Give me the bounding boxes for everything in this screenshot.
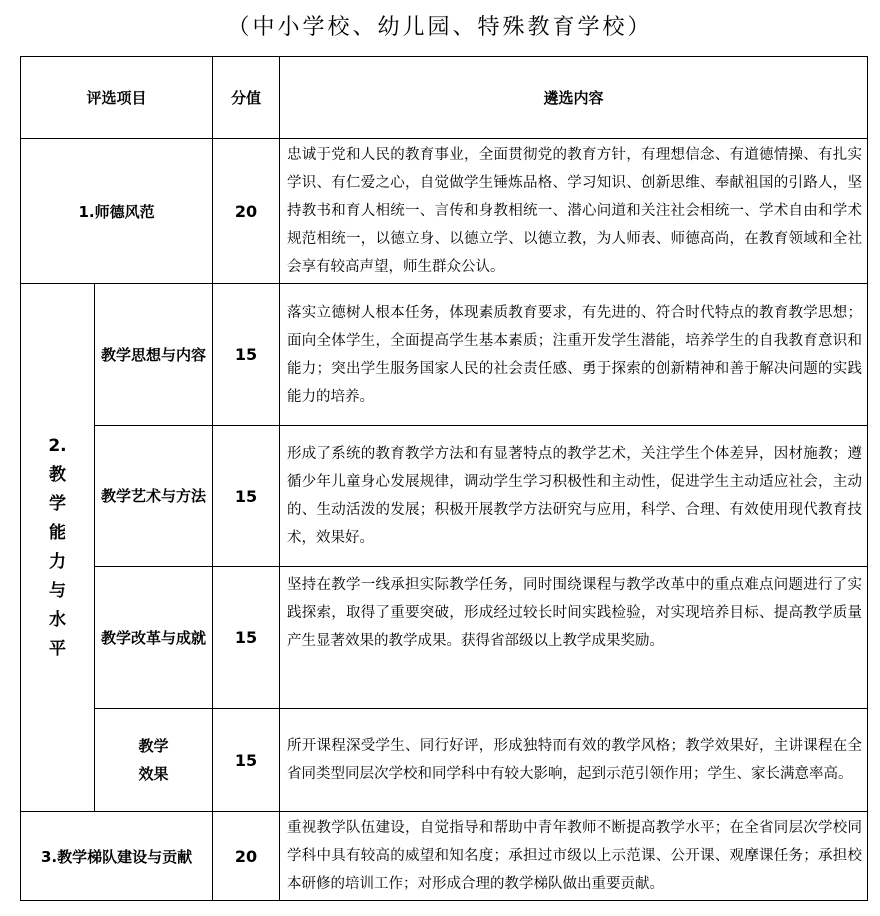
table-row [21,426,868,567]
subitem-cell: 教学改革与成就 [95,567,213,709]
subitem-line: 教学 [138,737,169,755]
table-row [21,812,868,901]
content-cell: 落实立德树人根本任务，体现素质教育要求，有先进的、符合时代特点的教育教学思想；面向全体学生，全面提高学生基本素质；注重开发学生潜能，培养学生的自我教育意识和能力；突出学生服务国家人民的社会责任感、勇于探索的创新精神和善于解决问题的实践能力的培养。 [280,284,868,426]
category-cell-vertical [21,284,95,812]
category-cell: 3.教学梯队建设与贡献 [21,812,213,901]
content-cell: 重视教学队伍建设，自觉指导和帮助中青年教师不断提高教学水平；在全省同层次学校同学科中具有较高的威望和知名度；承担过市级以上示范课、公开课、观摩课任务；承担校本研修的培训工作；对形成合理的教学梯队做出重要贡献。 [280,812,868,901]
table-row [21,139,868,284]
table-row [21,709,868,812]
header-item: 评选项目 [21,57,213,139]
category-char: 能 [49,522,66,543]
score-cell: 15 [213,709,280,812]
content-cell: 忠诚于党和人民的教育事业，全面贯彻党的教育方针，有理想信念、有道德情操、有扎实学识、有仁爱之心，自觉做学生锤炼品格、学习知识、创新思维、奉献祖国的引路人，坚持教书和育人相统一、言传和身教相统一、潜心问道和关注社会相统一、学术自由和学术规范相统一，以德立身、以德立学、以德立教，为人师表、师德高尚，在教育领域和全社会享有较高声望，师生群众公认。 [280,139,868,284]
category-char: 2. [48,435,67,456]
header-content: 遴选内容 [280,57,868,139]
subitem-line: 效果 [138,765,169,783]
page-subtitle: （中小学校、幼儿园、特殊教育学校） [227,15,653,40]
table-header-row [21,57,868,139]
category-char: 水 [49,609,66,630]
score-cell: 15 [213,284,280,426]
content-cell: 坚持在教学一线承担实际教学任务，同时围绕课程与教学改革中的重点难点问题进行了实践探索，取得了重要突破，形成经过较长时间实践检验，对实现培养目标、提高教学质量产生显著效果的教学成果。获得省部级以上教学成果奖励。 [280,567,868,709]
subitem-cell [95,709,213,812]
subitem-cell: 教学思想与内容 [95,284,213,426]
score-cell: 20 [213,812,280,901]
category-char: 与 [49,580,66,601]
category-char: 力 [49,551,66,572]
category-char: 教 [49,464,66,485]
category-cell: 1.师德风范 [21,139,213,284]
category-char: 平 [49,638,66,659]
score-cell: 15 [213,426,280,567]
category-char: 学 [49,493,66,514]
score-cell: 15 [213,567,280,709]
content-cell: 形成了系统的教育教学方法和有显著特点的教学艺术，关注学生个体差异，因材施教；遵循少年儿童身心发展规律，调动学生学习积极性和主动性，促进学生主动适应社会，主动的、生动活泼的发展；积极开展教学方法研究与应用，科学、合理、有效使用现代教育技术，效果好。 [280,426,868,567]
table-row [21,284,868,426]
header-score: 分值 [213,57,280,139]
subitem-cell: 教学艺术与方法 [95,426,213,567]
selection-criteria-table [20,56,868,901]
table-row [21,567,868,709]
content-cell: 所开课程深受学生、同行好评，形成独特而有效的教学风格；教学效果好，主讲课程在全省同类型同层次学校和同学科中有较大影响，起到示范引领作用；学生、家长满意率高。 [280,709,868,812]
score-cell: 20 [213,139,280,284]
